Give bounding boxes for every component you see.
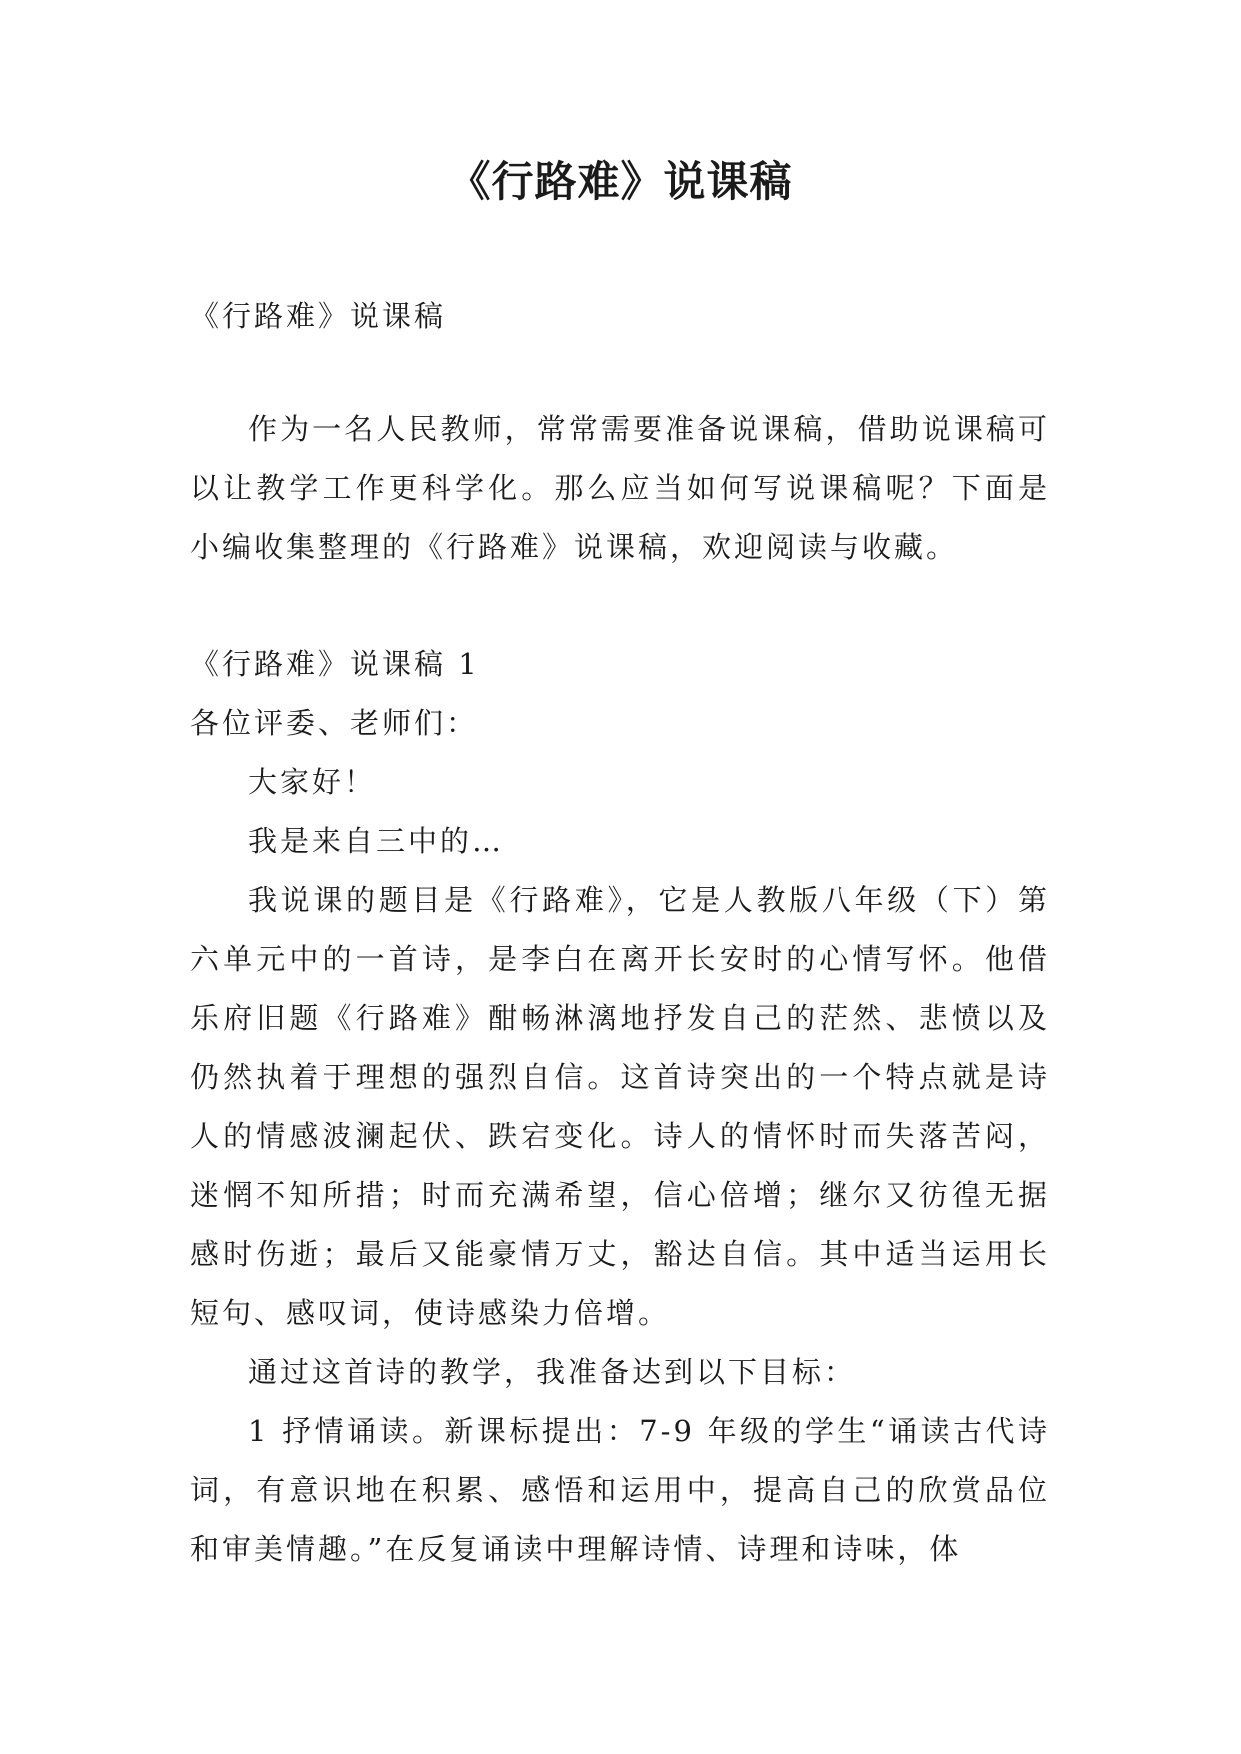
document-title: 《行路难》说课稿 [448,157,793,206]
greeting: 大家好！ [248,765,377,799]
salutation: 各位评委、老师们： [190,706,479,740]
self-intro: 我是来自三中的… [248,824,505,858]
intro-paragraph: 作为一名人民教师，常常需要准备说课稿，借助说课稿可以让教学工作更科学化。那么应当如何写说课稿呢？下面是小编收集整理的《行路难》说课稿，欢迎阅读与收藏。 [190,412,1050,564]
goal-1-paragraph: 1 抒情诵读。新课标提出：7-9 年级的学生“诵读古代诗词，有意识地在积累、感悟和运用中，提高自己的欣赏品位和审美情趣。”在反复诵读中理解诗情、诗理和诗味，体 [190,1414,1050,1566]
section-heading: 《行路难》说课稿 1 [190,647,480,681]
goals-intro-paragraph: 通过这首诗的教学，我准备达到以下目标： [248,1355,857,1389]
topic-paragraph: 我说课的题目是《行路难》，它是人教版八年级（下）第六单元中的一首诗，是李白在离开长安时的心情写怀。他借乐府旧题《行路难》酣畅淋漓地抒发自己的茫然、悲愤以及仍然执着于理想的强烈自信。这首诗突出的一个特点就是诗人的情感波澜起伏、跌宕变化。诗人的情怀时而失落苦闷，迷惘不知所措；时而充满希望，信心倍增；继尔又彷徨无据感时伤逝；最后又能豪情万丈，豁达自信。其中适当运用长短句、感叹词，使诗感染力倍增。 [190,883,1050,1330]
section-block [190,635,1050,1579]
document-subtitle: 《行路难》说课稿 [190,299,447,333]
